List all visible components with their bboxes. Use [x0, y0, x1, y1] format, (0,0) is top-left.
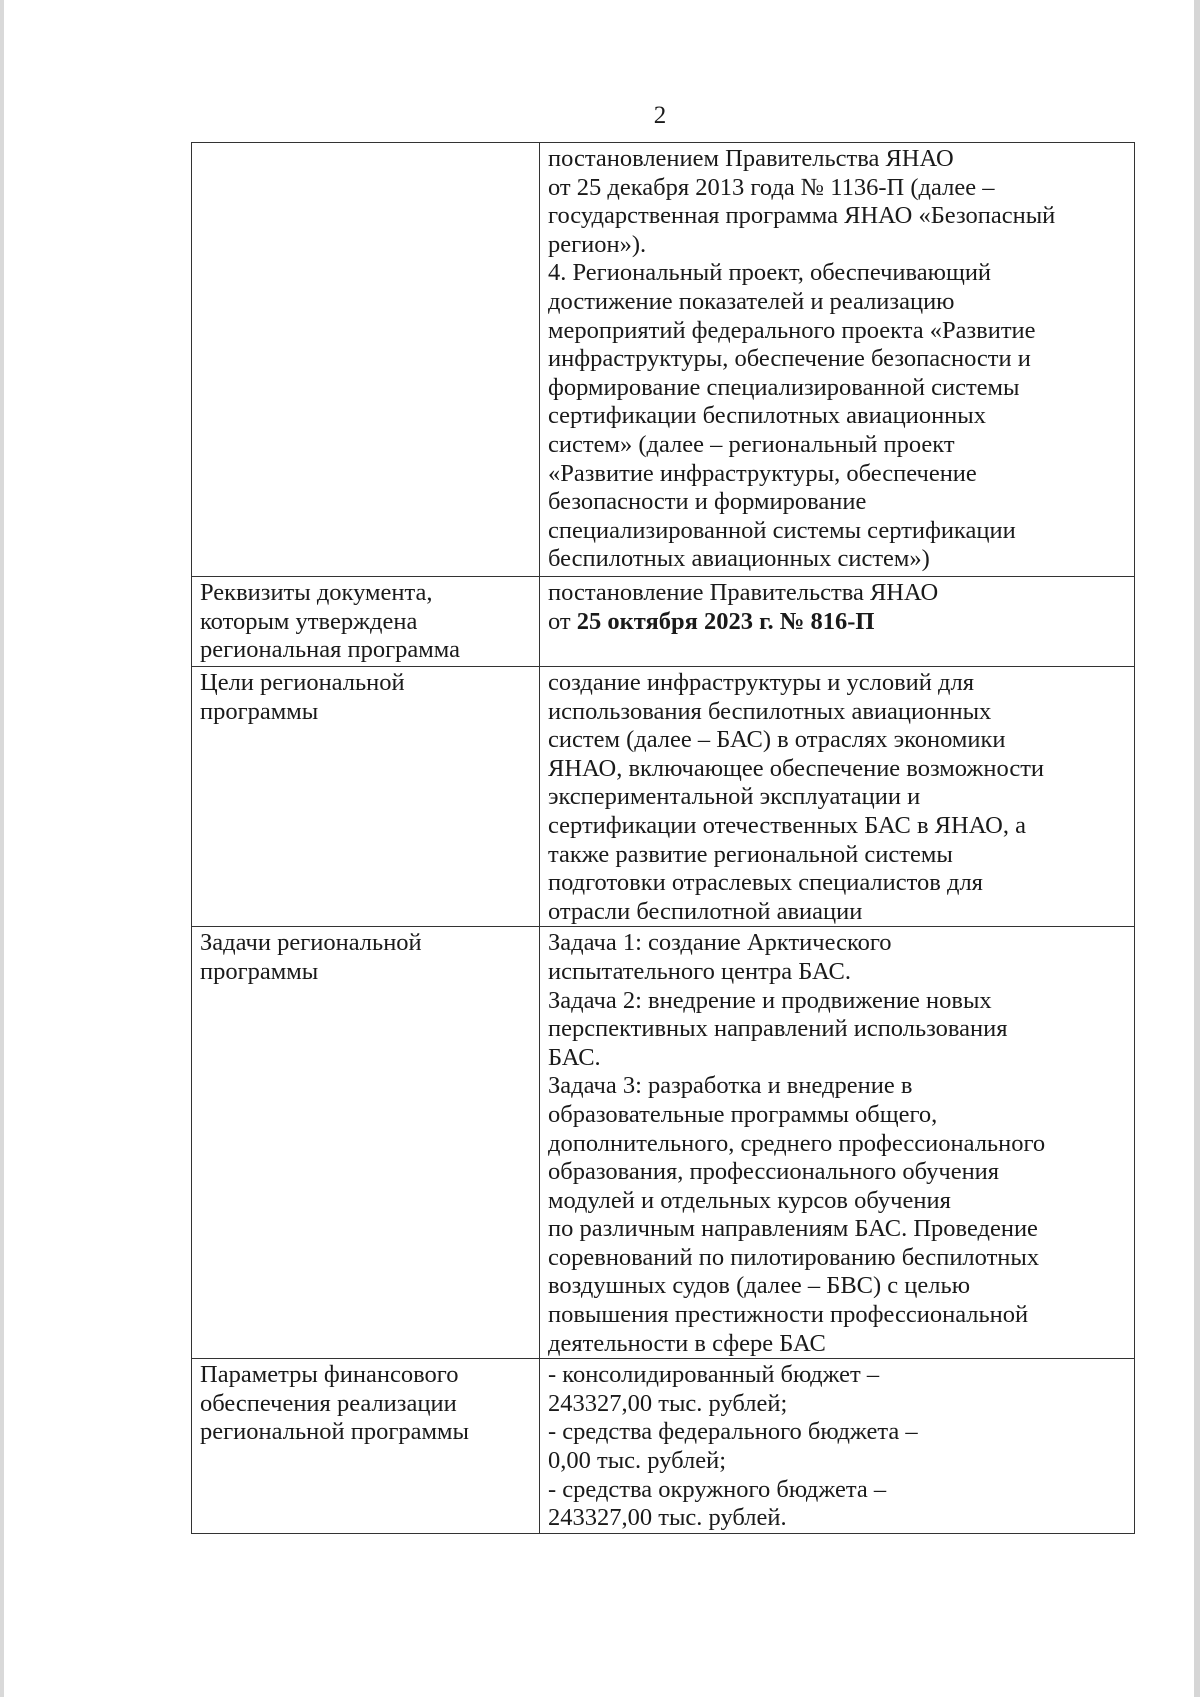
text-line: которым утверждена — [200, 607, 418, 635]
text-line: экспериментальной эксплуатации и — [548, 783, 921, 811]
row-label-cell — [192, 1359, 540, 1534]
text-line: постановлением Правительства ЯНАО — [548, 145, 954, 172]
text-line: достижение показателей и реализацию — [548, 287, 955, 315]
text-line: сертификации беспилотных авиационных — [548, 402, 987, 430]
text-line: БАС. — [548, 1043, 601, 1071]
text-line: от 25 декабря 2013 года № 1136-П (далее – — [548, 173, 995, 201]
text-line: мероприятий федерального проекта «Развитие — [548, 316, 1036, 344]
text-line: специализированной системы сертификации — [548, 516, 1016, 544]
text-line: испытательного центра БАС. — [548, 957, 851, 985]
text-line: создание инфраструктуры и условий для — [548, 669, 974, 696]
row-value-cell — [540, 667, 1135, 927]
text-line: модулей и отдельных курсов обучения — [548, 1186, 951, 1214]
text-line: дополнительного, среднего профессионального — [548, 1129, 1046, 1157]
text-line: - средства окружного бюджета – — [548, 1475, 887, 1503]
passport-table — [191, 142, 1135, 1534]
row-label-cell — [192, 667, 540, 927]
text-line: использования беспилотных авиационных — [548, 697, 992, 725]
scan-left-edge — [0, 0, 4, 1697]
text-line: региональная программа — [200, 636, 461, 664]
approval-date-line — [548, 608, 1126, 637]
text-line: 0,00 тыс. рублей; — [548, 1447, 727, 1475]
text-line: 243327,00 тыс. рублей. — [548, 1504, 787, 1532]
table-row — [192, 143, 1135, 577]
text-line: постановление Правительства ЯНАО — [548, 579, 939, 606]
text-line: Реквизиты документа, — [200, 579, 433, 606]
text-line: государственная программа ЯНАО «Безопасный — [548, 202, 1056, 230]
text-line: 243327,00 тыс. рублей; — [548, 1389, 788, 1417]
text-line: - средства федерального бюджета – — [548, 1418, 918, 1446]
row-value-cell — [540, 143, 1135, 577]
text-line: безопасности и формирование — [548, 488, 867, 516]
row-label-cell — [192, 143, 540, 577]
text-line: ЯНАО, включающее обеспечение возможности — [548, 754, 1045, 782]
text-line: систем» (далее – региональный проект — [548, 430, 955, 458]
table-row — [192, 1359, 1135, 1534]
text-line: соревнований по пилотированию беспилотных — [548, 1243, 1040, 1271]
text-line: «Развитие инфраструктуры, обеспечение — [548, 459, 977, 487]
text-line: формирование специализированной системы — [548, 373, 1020, 401]
text-line: сертификации отечественных БАС в ЯНАО, а — [548, 811, 1026, 839]
date-prefix: от — [548, 607, 577, 635]
row-value-cell — [540, 1359, 1135, 1534]
text-line: образовательные программы общего, — [548, 1100, 938, 1128]
text-line: по различным направлениям БАС. Проведение — [548, 1215, 1038, 1243]
scan-right-edge — [1194, 0, 1200, 1697]
text-line: беспилотных авиационных систем») — [548, 545, 930, 573]
text-line: Задача 1: создание Арктического — [548, 929, 892, 957]
text-line: инфраструктуры, обеспечение безопасности и — [548, 345, 1031, 373]
table-row — [192, 927, 1135, 1359]
text-line: повышения престижности профессиональной — [548, 1301, 1029, 1329]
text-line: систем (далее – БАС) в отраслях экономики — [548, 726, 1006, 754]
row-value-cell — [540, 927, 1135, 1359]
text-line: регион»). — [548, 230, 647, 258]
text-line: подготовки отраслевых специалистов для — [548, 869, 983, 897]
text-line: деятельности в сфере БАС — [548, 1329, 826, 1357]
row-label-cell — [192, 577, 540, 667]
text-line: - консолидированный бюджет – — [548, 1361, 880, 1389]
text-line: программы — [200, 957, 319, 985]
text-line: Задачи региональной — [200, 929, 422, 957]
text-line: образования, профессионального обучения — [548, 1158, 1000, 1186]
text-line: Цели региональной — [200, 669, 405, 696]
text-line: Параметры финансового — [200, 1361, 459, 1389]
row-label-cell — [192, 927, 540, 1359]
table-row — [192, 667, 1135, 927]
table-row — [192, 577, 1135, 667]
approval-date-number: 25 октября 2023 г. № 816-П — [576, 607, 875, 635]
text-line: региональной программы — [200, 1418, 469, 1446]
text-line: перспективных направлений использования — [548, 1015, 1008, 1043]
text-line: Задача 2: внедрение и продвижение новых — [548, 986, 992, 1014]
text-line: программы — [200, 697, 319, 725]
page-number: 2 — [653, 102, 667, 129]
text-line: воздушных судов (далее – БВС) с целью — [548, 1272, 970, 1300]
text-line: Задача 3: разработка и внедрение в — [548, 1072, 913, 1100]
text-line: 4. Региональный проект, обеспечивающий — [548, 259, 992, 287]
text-line: также развитие региональной системы — [548, 840, 953, 868]
text-line: обеспечения реализации — [200, 1389, 457, 1417]
row-value-cell — [540, 577, 1135, 667]
text-line: отрасли беспилотной авиации — [548, 897, 863, 925]
